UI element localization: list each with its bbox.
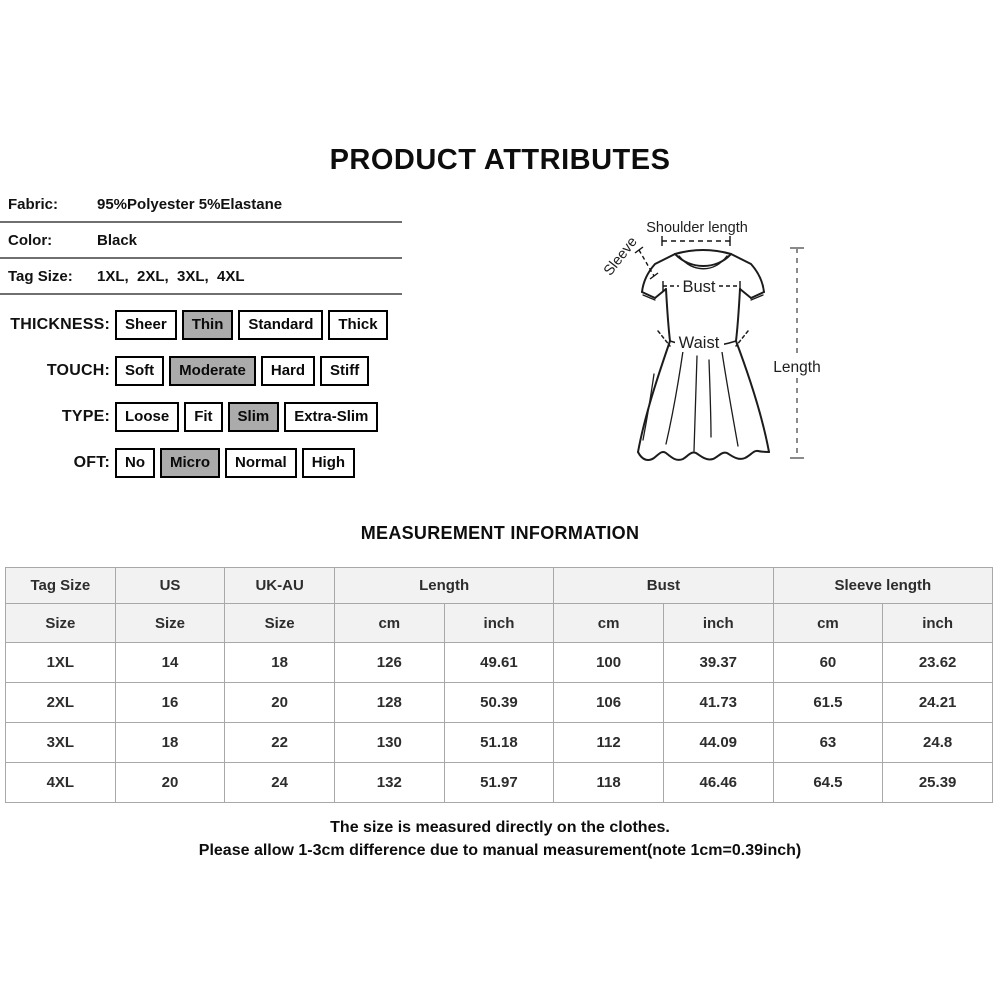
- size-table-cell: 100: [554, 643, 664, 683]
- bust-label: Bust: [682, 278, 716, 296]
- attribute-label: TYPE:: [61, 408, 110, 425]
- size-table: [5, 567, 993, 803]
- size-table-cell: 23.62: [883, 643, 993, 683]
- size-table-subheader-cell: Size: [6, 604, 116, 643]
- footer-notes: [0, 816, 1000, 862]
- spec-label: Fabric:: [8, 195, 59, 213]
- size-table-cell: 46.46: [663, 763, 773, 803]
- size-table-cell: 61.5: [773, 683, 883, 723]
- option-box: Fit: [184, 402, 222, 432]
- option-box: Standard: [238, 310, 323, 340]
- size-table-cell: 22: [225, 723, 335, 763]
- size-table-cell: 118: [554, 763, 664, 803]
- size-table-row: [6, 643, 993, 683]
- attribute-label: TOUCH:: [46, 362, 110, 379]
- attribute-options: [115, 402, 378, 432]
- size-table-cell: 24: [225, 763, 335, 803]
- spec-value: 1XL, 2XL, 3XL, 4XL: [97, 267, 245, 285]
- size-table-cell: 60: [773, 643, 883, 683]
- option-box-selected: Moderate: [169, 356, 256, 386]
- size-table-subheader-cell: Size: [115, 604, 225, 643]
- size-table-row: [6, 683, 993, 723]
- size-table-cell: 18: [225, 643, 335, 683]
- spec-row: [0, 259, 402, 295]
- waist-label: Waist: [678, 334, 720, 352]
- option-box: Extra-Slim: [284, 402, 378, 432]
- size-table-row: [6, 763, 993, 803]
- size-table-cell: 64.5: [773, 763, 883, 803]
- size-table-cell: 106: [554, 683, 664, 723]
- size-table-cell: 39.37: [663, 643, 773, 683]
- measurement-title: MEASUREMENT INFORMATION: [360, 523, 640, 543]
- size-table-subheader-cell: inch: [883, 604, 993, 643]
- length-measure-line: [790, 248, 804, 458]
- footer-note-1: The size is measured directly on the clothes.: [330, 819, 670, 836]
- attribute-list: [0, 295, 480, 478]
- size-table-subheader-cell: cm: [334, 604, 444, 643]
- attribute-label: THICKNESS:: [10, 316, 110, 333]
- option-box: No: [115, 448, 155, 478]
- option-box: Stiff: [320, 356, 369, 386]
- attribute-options: [115, 356, 369, 386]
- size-table-cell: 41.73: [663, 683, 773, 723]
- size-table-cell: 63: [773, 723, 883, 763]
- option-box-selected: Thin: [182, 310, 234, 340]
- attribute-options: [115, 448, 355, 478]
- option-box: Soft: [115, 356, 164, 386]
- spec-list: [0, 187, 402, 295]
- size-table-cell: 49.61: [444, 643, 554, 683]
- size-table-subheader-cell: Size: [225, 604, 335, 643]
- option-box: High: [302, 448, 355, 478]
- spec-label: Color:: [8, 231, 53, 249]
- size-table-header-cell: Tag Size: [6, 568, 116, 604]
- size-table-cell: 25.39: [883, 763, 993, 803]
- size-table-subheader-cell: inch: [663, 604, 773, 643]
- size-table-cell: 24.21: [883, 683, 993, 723]
- attribute-label: OFT:: [73, 454, 110, 471]
- spec-label: Tag Size:: [8, 267, 73, 285]
- attribute-row: [0, 356, 480, 386]
- size-table-cell: 51.18: [444, 723, 554, 763]
- size-table-header-cell: US: [115, 568, 225, 604]
- attribute-options: [115, 310, 388, 340]
- size-table-header-cell: UK-AU: [225, 568, 335, 604]
- size-table-cell: 20: [225, 683, 335, 723]
- size-table-cell: 132: [334, 763, 444, 803]
- size-table-cell: 130: [334, 723, 444, 763]
- attribute-row: [0, 310, 480, 340]
- size-table-cell: 2XL: [6, 683, 116, 723]
- size-table-header-cell: Bust: [554, 568, 773, 604]
- length-label: Length: [773, 359, 821, 376]
- size-table-cell: 126: [334, 643, 444, 683]
- size-table-header-cell: Sleeve length: [773, 568, 992, 604]
- option-box: Normal: [225, 448, 297, 478]
- size-table-cell: 16: [115, 683, 225, 723]
- option-box: Thick: [328, 310, 387, 340]
- size-table-cell: 24.8: [883, 723, 993, 763]
- skirt-fold-lines: [643, 351, 738, 451]
- size-table-cell: 20: [115, 763, 225, 803]
- attribute-row: [0, 448, 480, 478]
- attribute-row: [0, 402, 480, 432]
- size-table-header-row-1: [6, 568, 993, 604]
- size-table-cell: 51.97: [444, 763, 554, 803]
- sleeve-label: Sleeve: [600, 234, 641, 279]
- size-table-subheader-cell: cm: [773, 604, 883, 643]
- size-table-cell: 3XL: [6, 723, 116, 763]
- spec-value: Black: [97, 231, 138, 249]
- page-title: PRODUCT ATTRIBUTES: [329, 144, 671, 176]
- option-box: Sheer: [115, 310, 177, 340]
- size-table-subheader-cell: inch: [444, 604, 554, 643]
- spec-row: [0, 187, 402, 223]
- size-table-subheader-cell: cm: [554, 604, 664, 643]
- option-box: Loose: [115, 402, 179, 432]
- size-table-cell: 18: [115, 723, 225, 763]
- spec-row: [0, 223, 402, 259]
- size-table-cell: 1XL: [6, 643, 116, 683]
- sleeve-measure-line: [639, 250, 654, 276]
- footer-note-2: Please allow 1-3cm difference due to manual measurement(note 1cm=0.39inch): [198, 842, 802, 859]
- size-table-row: [6, 723, 993, 763]
- dress-diagram: [595, 210, 835, 480]
- option-box-selected: Micro: [160, 448, 220, 478]
- spec-value: 95%Polyester 5%Elastane: [97, 195, 283, 213]
- size-table-body: [6, 643, 993, 803]
- size-table-header-cell: Length: [334, 568, 553, 604]
- size-table-cell: 44.09: [663, 723, 773, 763]
- option-box: Hard: [261, 356, 315, 386]
- option-box-selected: Slim: [228, 402, 280, 432]
- shoulder-length-label: Shoulder length: [646, 220, 748, 236]
- size-table-cell: 14: [115, 643, 225, 683]
- size-table-header-row-2: [6, 604, 993, 643]
- size-table-cell: 112: [554, 723, 664, 763]
- size-table-head: [6, 568, 993, 643]
- size-table-cell: 50.39: [444, 683, 554, 723]
- size-table-cell: 4XL: [6, 763, 116, 803]
- size-table-cell: 128: [334, 683, 444, 723]
